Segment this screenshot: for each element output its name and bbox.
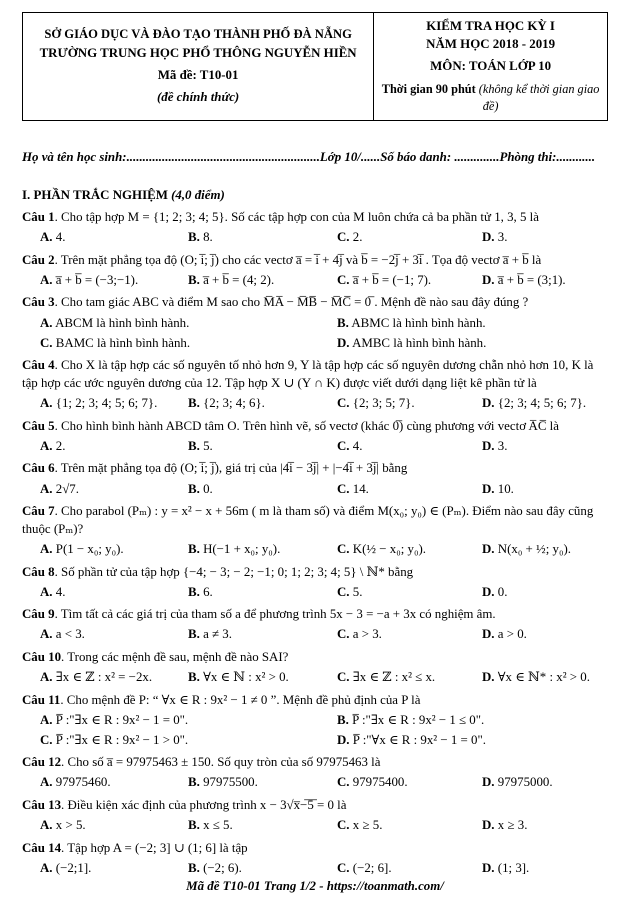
option-value: N(x₀ + ½; y₀). <box>497 542 571 557</box>
question-label: Câu 11 <box>22 692 61 707</box>
question-14 <box>22 839 608 877</box>
option-key: C. <box>337 627 350 642</box>
option-key: B. <box>337 315 349 330</box>
option-value: ∀x ∈ ℕ : x² > 0. <box>203 670 289 685</box>
option-key: D. <box>482 860 495 875</box>
section-title-points: (4,0 điểm) <box>167 187 225 202</box>
question-text: . Tìm tất cả các giá trị của tham số a để phương trình 5x − 3 = −a + 3x có nghiệm âm. <box>54 607 496 622</box>
option-key: B. <box>188 860 200 875</box>
option-value: P̅ :"∃x ∈ R : 9x² − 1 > 0". <box>55 732 189 747</box>
question-text: . Cho mệnh đề P: “ ∀x ∈ R : 9x² − 1 ≠ 0 ”. Mệnh đề phủ định của P là <box>60 692 421 707</box>
question-5-options <box>22 437 608 455</box>
option-value: 97975460. <box>55 775 111 790</box>
option-key: C. <box>337 542 350 557</box>
option-value: a̅ + b̅ = (4; 2). <box>203 272 275 287</box>
question-11-option-C <box>40 731 337 749</box>
option-key: B. <box>188 818 200 833</box>
question-8-option-B <box>188 583 337 601</box>
option-value: P(1 − x₀; y₀). <box>55 542 124 557</box>
question-label: Câu 2 <box>22 252 55 267</box>
question-7-option-D <box>482 540 608 558</box>
header-school-cell <box>23 13 374 121</box>
exam-subject: MÔN: TOÁN LỚP 10 <box>430 59 552 74</box>
option-key: B. <box>188 396 200 411</box>
question-13-options <box>22 816 608 834</box>
question-10-option-A <box>40 668 188 686</box>
question-13-option-D <box>482 816 608 834</box>
option-key: C. <box>337 272 350 287</box>
option-value: BAMC là hình bình hành. <box>55 335 191 350</box>
option-value: {2; 3; 4; 6}. <box>203 396 265 411</box>
question-1-option-A <box>40 228 188 246</box>
option-key: A. <box>40 438 53 453</box>
section-title-main: I. PHẦN TRẮC NGHIỆM <box>22 187 168 202</box>
question-8-option-A <box>40 583 188 601</box>
option-value: a < 3. <box>55 627 85 642</box>
question-10-options <box>22 668 608 686</box>
question-13-option-A <box>40 816 188 834</box>
question-10 <box>22 648 608 686</box>
department-name: SỞ GIÁO DỤC VÀ ĐÀO TẠO THÀNH PHỐ ĐÀ NẴNG <box>44 27 352 42</box>
option-value: 10. <box>497 481 514 496</box>
option-key: A. <box>40 230 53 245</box>
question-8 <box>22 563 608 601</box>
question-8-option-D <box>482 583 608 601</box>
questions-container <box>22 204 608 877</box>
option-value: ABCM là hình bình hành. <box>55 315 190 330</box>
option-key: A. <box>40 315 53 330</box>
question-9-option-A <box>40 625 188 643</box>
question-9-text-row <box>22 605 608 623</box>
question-12-option-A <box>40 773 188 791</box>
option-key: C. <box>337 481 350 496</box>
question-4-options <box>22 394 608 412</box>
option-value: 4. <box>352 438 363 453</box>
option-value: (−2; 6]. <box>352 860 392 875</box>
option-key: D. <box>482 272 495 287</box>
question-14-options <box>22 859 608 877</box>
option-value: 0. <box>203 481 213 496</box>
question-label: Câu 10 <box>22 650 62 665</box>
question-1-options <box>22 228 608 246</box>
question-3-options <box>22 314 608 352</box>
question-13-text-row <box>22 796 608 814</box>
question-label: Câu 3 <box>22 295 55 310</box>
option-value: ∃x ∈ ℤ : x² ≤ x. <box>352 670 436 685</box>
option-value: 4. <box>55 584 66 599</box>
option-key: A. <box>40 396 53 411</box>
question-text: . Cho tập hợp M = {1; 2; 3; 4; 5}. Số các tập hợp con của M luôn chứa cả ba phần tử 1, 3, 5 là <box>54 210 539 225</box>
option-value: 4. <box>55 230 66 245</box>
question-5-option-D <box>482 437 608 455</box>
option-value: a̅ + b̅ = (−3;−1). <box>55 272 139 287</box>
question-2-option-C <box>337 271 482 289</box>
option-value: (1; 3]. <box>497 860 530 875</box>
option-value: 8. <box>203 230 213 245</box>
option-key: C. <box>337 860 350 875</box>
option-key: A. <box>40 584 53 599</box>
question-text: . Trên mặt phẳng tọa độ (O; i̅; j̅), giá trị của |4i̅ − 3j̅| + |−4i̅ + 3j̅| bằng <box>54 461 408 476</box>
question-8-options <box>22 583 608 601</box>
option-key: D. <box>482 542 495 557</box>
option-value: a̅ + b̅ = (−1; 7). <box>352 272 432 287</box>
option-value: 97975400. <box>352 775 408 790</box>
question-label: Câu 14 <box>22 840 62 855</box>
question-10-option-B <box>188 668 337 686</box>
question-5 <box>22 417 608 455</box>
question-2 <box>22 251 608 289</box>
option-value: ABMC là hình bình hành. <box>351 315 486 330</box>
question-5-option-C <box>337 437 482 455</box>
option-value: 97975500. <box>203 775 258 790</box>
option-value: (−2;1]. <box>55 860 92 875</box>
question-4-option-A <box>40 394 188 412</box>
question-3-option-D <box>337 334 608 352</box>
option-key: D. <box>482 818 495 833</box>
question-text: . Trong các mệnh đề sau, mệnh đề nào SAI? <box>61 650 289 665</box>
question-13-option-B <box>188 816 337 834</box>
question-3 <box>22 293 608 351</box>
question-7-option-A <box>40 540 188 558</box>
question-7-option-B <box>188 540 337 558</box>
question-label: Câu 8 <box>22 564 55 579</box>
question-12-text-row <box>22 753 608 771</box>
question-14-option-C <box>337 859 482 877</box>
option-key: A. <box>40 481 53 496</box>
question-12-options <box>22 773 608 791</box>
option-key: B. <box>337 712 349 727</box>
option-value: 2. <box>352 230 363 245</box>
option-value: a > 3. <box>352 627 382 642</box>
question-text: . Cho số a̅ = 97975463 ± 150. Số quy tròn của số 97975463 là <box>61 755 381 770</box>
section-title <box>22 186 608 204</box>
option-key: B. <box>188 627 200 642</box>
option-value: {2; 3; 5; 7}. <box>352 396 415 411</box>
question-12-option-D <box>482 773 608 791</box>
exam-duration-main: Thời gian 90 phút <box>381 82 479 97</box>
question-9-option-C <box>337 625 482 643</box>
question-10-option-C <box>337 668 482 686</box>
page-footer: Mã đề T10-01 Trang 1/2 - https://toanmath.com/ <box>186 878 444 893</box>
option-key: A. <box>40 272 53 287</box>
question-11-option-D <box>337 731 608 749</box>
question-6-option-D <box>482 480 608 498</box>
question-14-text-row <box>22 839 608 857</box>
question-11-options <box>22 711 608 749</box>
question-1-option-B <box>188 228 337 246</box>
option-key: D. <box>482 396 495 411</box>
question-11-option-B <box>337 711 608 729</box>
option-key: C. <box>337 396 350 411</box>
option-key: A. <box>40 712 53 727</box>
question-10-option-D <box>482 668 608 686</box>
option-key: D. <box>482 627 495 642</box>
option-value: 97975000. <box>497 775 553 790</box>
option-key: D. <box>337 335 350 350</box>
question-11-text-row <box>22 691 608 709</box>
question-7 <box>22 502 608 558</box>
question-7-options <box>22 540 608 558</box>
option-value: x > 5. <box>55 818 86 833</box>
option-value: x ≥ 3. <box>497 818 528 833</box>
option-key: D. <box>482 775 495 790</box>
option-key: C. <box>40 335 53 350</box>
exam-header-table <box>22 12 608 121</box>
question-6-option-C <box>337 480 482 498</box>
question-12-option-C <box>337 773 482 791</box>
option-value: ∀x ∈ ℕ* : x² > 0. <box>497 670 590 685</box>
student-info-line: Họ và tên học sinh:............................................................Lớp 10/......Số báo danh: ..............Phòng thi:............ <box>22 149 596 164</box>
option-value: P̅ :"∃x ∈ R : 9x² − 1 ≤ 0". <box>352 712 485 727</box>
option-value: {1; 2; 3; 4; 5; 6; 7}. <box>55 396 158 411</box>
option-value: 2√7. <box>55 481 79 496</box>
question-4-option-C <box>337 394 482 412</box>
option-key: A. <box>40 627 53 642</box>
question-11-option-A <box>40 711 337 729</box>
question-5-option-A <box>40 437 188 455</box>
option-value: 3. <box>497 438 508 453</box>
option-value: 5. <box>352 584 363 599</box>
question-4-option-D <box>482 394 608 412</box>
question-9-option-B <box>188 625 337 643</box>
question-6-text-row <box>22 459 608 477</box>
question-label: Câu 9 <box>22 607 55 622</box>
question-text: . Điều kiện xác định của phương trình x − 3√x̅−̅5̅ = 0 là <box>61 797 347 812</box>
option-value: a̅ + b̅ = (3;1). <box>497 272 566 287</box>
exam-title: KIỂM TRA HỌC KỲ I <box>426 19 555 33</box>
question-7-text-row <box>22 502 608 538</box>
question-text: . Cho X là tập hợp các số nguyên tố nhỏ hơn 9, Y là tập hợp các số nguyên dương chẵn nhỏ hơn 10, K là tập hợp các ước nguyên dương của 12. Tập hợp X ∪ (Y ∩ K) được viết dưới dạng liệt kê phần tử là <box>22 358 594 391</box>
exam-official-note: (đề chính thức) <box>157 90 240 105</box>
option-key: D. <box>482 438 495 453</box>
question-8-option-C <box>337 583 482 601</box>
question-label: Câu 1 <box>22 210 55 225</box>
question-6-options <box>22 480 608 498</box>
option-value: (−2; 6). <box>203 860 242 875</box>
option-key: B. <box>188 272 200 287</box>
question-11 <box>22 691 608 749</box>
option-key: A. <box>40 818 53 833</box>
option-key: B. <box>188 775 200 790</box>
option-value: 2. <box>55 438 66 453</box>
option-key: B. <box>188 481 200 496</box>
option-key: D. <box>337 732 350 747</box>
question-text: . Trên mặt phẳng tọa độ (O; i̅; j̅) cho các vectơ a̅ = i̅ + 4j̅ và b̅ = −2j̅ + 3i̅ . Tọa độ vectơ a̅ + b̅ là <box>54 252 542 267</box>
question-2-option-D <box>482 271 608 289</box>
question-9-option-D <box>482 625 608 643</box>
question-2-option-B <box>188 271 337 289</box>
question-text: . Số phần tử của tập hợp {−4; − 3; − 2; −1; 0; 1; 2; 3; 4; 5} \ ℕ* bằng <box>54 564 414 579</box>
question-4-text-row <box>22 356 608 392</box>
question-1-option-C <box>337 228 482 246</box>
question-text: . Tập hợp A = (−2; 3] ∪ (1; 6] là tập <box>61 840 248 855</box>
option-value: 5. <box>203 438 213 453</box>
option-value: x ≥ 5. <box>352 818 383 833</box>
question-14-option-A <box>40 859 188 877</box>
option-key: C. <box>337 775 350 790</box>
question-12-option-B <box>188 773 337 791</box>
option-key: B. <box>188 542 200 557</box>
option-key: D. <box>482 670 495 685</box>
option-value: 3. <box>497 230 508 245</box>
option-value: K(½ − x₀; y₀). <box>352 542 426 557</box>
question-text: . Cho tam giác ABC và điểm M sao cho M̅A̅ − M̅B̅ − M̅C̅ = 0̅ . Mệnh đề nào sau đây đúng ? <box>54 295 529 310</box>
exam-duration <box>378 81 603 115</box>
option-key: A. <box>40 775 53 790</box>
option-value: x ≤ 5. <box>203 818 233 833</box>
exam-year: NĂM HỌC 2018 - 2019 <box>426 37 556 52</box>
question-2-option-A <box>40 271 188 289</box>
question-8-text-row <box>22 563 608 581</box>
option-value: H(−1 + x₀; y₀). <box>203 542 281 557</box>
option-key: D. <box>482 584 495 599</box>
question-label: Câu 7 <box>22 504 55 519</box>
question-2-options <box>22 271 608 289</box>
question-13-option-C <box>337 816 482 834</box>
question-4 <box>22 356 608 412</box>
option-key: B. <box>188 670 200 685</box>
question-text: . Cho parabol (Pₘ) : y = x² − x + 56m ( m là tham số) và điểm M(x₀; y₀) ∈ (Pₘ). Điểm nào sau đây cũng thuộc (Pₘ)? <box>22 504 594 537</box>
question-12 <box>22 753 608 791</box>
question-5-text-row <box>22 417 608 435</box>
school-name: TRƯỜNG TRUNG HỌC PHỔ THÔNG NGUYỄN HIỀN <box>39 46 357 61</box>
question-label: Câu 6 <box>22 461 55 476</box>
option-value: 0. <box>497 584 508 599</box>
question-9 <box>22 605 608 643</box>
question-3-text-row <box>22 293 608 311</box>
question-4-option-B <box>188 394 337 412</box>
question-text: . Cho hình bình hành ABCD tâm O. Trên hình vẽ, số vectơ (khác 0̅) cùng phương với vectơ A̅C̅ là <box>54 418 559 433</box>
question-3-option-C <box>40 334 337 352</box>
question-label: Câu 5 <box>22 418 55 433</box>
question-label: Câu 4 <box>22 358 55 373</box>
header-exam-cell <box>374 13 608 121</box>
question-5-option-B <box>188 437 337 455</box>
option-key: D. <box>482 481 495 496</box>
option-key: C. <box>337 438 350 453</box>
question-label: Câu 12 <box>22 755 62 770</box>
question-9-options <box>22 625 608 643</box>
option-value: AMBC là hình bình hành. <box>352 335 487 350</box>
option-value: P̅ :"∀x ∈ R : 9x² − 1 = 0". <box>352 732 486 747</box>
option-value: {2; 3; 4; 5; 6; 7}. <box>497 396 587 411</box>
question-6-option-A <box>40 480 188 498</box>
question-label: Câu 13 <box>22 797 62 812</box>
question-3-option-A <box>40 314 337 332</box>
option-key: C. <box>337 584 350 599</box>
option-value: a > 0. <box>497 627 527 642</box>
option-key: C. <box>337 230 350 245</box>
option-key: D. <box>482 230 495 245</box>
option-key: C. <box>337 670 350 685</box>
question-1-text-row <box>22 208 608 226</box>
question-2-text-row <box>22 251 608 269</box>
exam-code: Mã đề: T10-01 <box>157 68 239 83</box>
question-14-option-B <box>188 859 337 877</box>
question-10-text-row <box>22 648 608 666</box>
option-key: B. <box>188 584 200 599</box>
option-value: 6. <box>203 584 213 599</box>
option-key: B. <box>188 438 200 453</box>
option-key: A. <box>40 670 53 685</box>
question-6-option-B <box>188 480 337 498</box>
option-key: C. <box>337 818 350 833</box>
option-value: 14. <box>352 481 369 496</box>
option-key: A. <box>40 860 53 875</box>
option-value: a ≠ 3. <box>203 627 232 642</box>
question-14-option-D <box>482 859 608 877</box>
option-value: P̅ :"∃x ∈ R : 9x² − 1 = 0". <box>55 712 189 727</box>
option-key: A. <box>40 542 53 557</box>
question-6 <box>22 459 608 497</box>
question-13 <box>22 796 608 834</box>
option-key: B. <box>188 230 200 245</box>
option-value: ∃x ∈ ℤ : x² = −2x. <box>55 670 153 685</box>
question-1-option-D <box>482 228 608 246</box>
question-7-option-C <box>337 540 482 558</box>
exam-duration-note: (không kể thời gian giao đề) <box>478 82 600 114</box>
question-3-option-B <box>337 314 608 332</box>
option-key: C. <box>40 732 53 747</box>
question-1 <box>22 208 608 246</box>
